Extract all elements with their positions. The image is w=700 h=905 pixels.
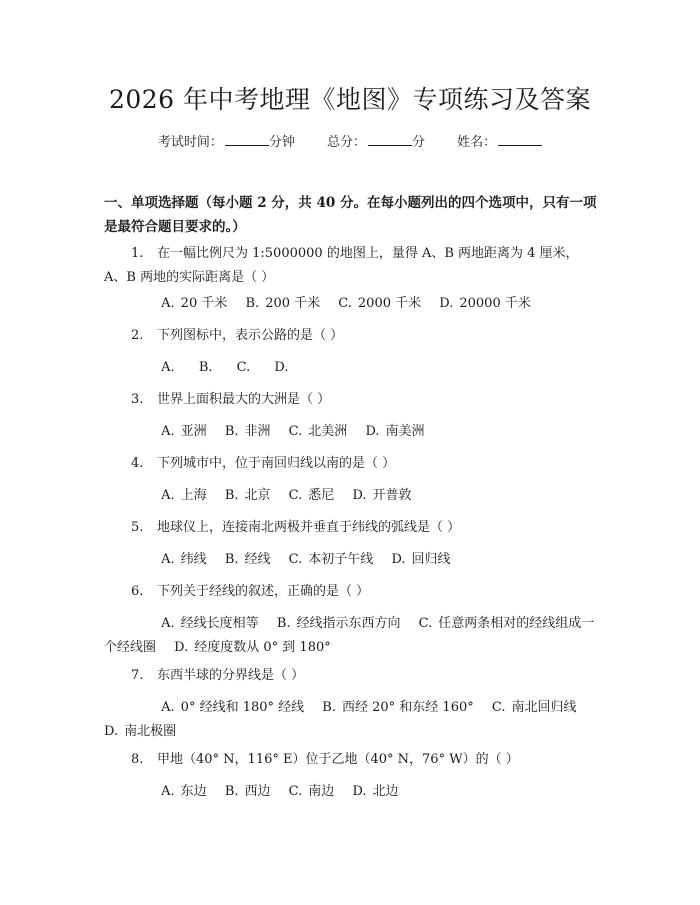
question-5 (104, 516, 600, 540)
question-7-options (104, 696, 600, 744)
question-number: 2. (131, 328, 144, 343)
question-1-options (104, 292, 600, 316)
question-text: 地球仪上，连接南北两极并垂直于纬线的弧线是（ ） (157, 520, 461, 535)
option-d[interactable]: D. 北边 (352, 784, 399, 799)
section-heading: 一、单项选择题（每小题 2 分，共 40 分。在每小题列出的四个选项中，只有一项是最符合题目要求的。） (104, 195, 597, 235)
question-number: 6. (131, 584, 144, 599)
option-a[interactable]: A. 经线长度相等 (161, 616, 259, 631)
question-2-options (104, 356, 600, 380)
question-8-options (104, 780, 600, 804)
option-d[interactable]: D. 经度度数从 0° 到 180° (174, 640, 331, 655)
option-d[interactable]: D. 回归线 (391, 552, 451, 567)
option-c[interactable]: C. 任意两条相对的经线组成一个经线圈 (104, 616, 595, 655)
total-score-blank[interactable] (368, 133, 412, 146)
page-title: 2026 年中考地理《地图》专项练习及答案 (108, 85, 592, 114)
option-a[interactable]: A. 东边 (161, 784, 207, 799)
student-name-field (457, 131, 542, 150)
question-3-options (104, 420, 600, 444)
option-d[interactable]: D. 南北极圈 (104, 724, 177, 739)
question-2 (104, 324, 600, 348)
option-b[interactable]: B. 西边 (224, 784, 271, 799)
question-number: 5. (131, 520, 144, 535)
question-1 (104, 242, 600, 290)
question-6-options (104, 612, 600, 660)
option-d[interactable]: D. 20000 千米 (439, 296, 531, 311)
question-number: 8. (131, 752, 144, 767)
option-b[interactable]: B. 西经 20° 和东经 160° (322, 700, 474, 715)
total-score-label: 总分： (326, 135, 366, 150)
question-number: 1. (131, 246, 144, 261)
option-a[interactable]: A. 上海 (161, 488, 207, 503)
question-text: 下列城市中，位于南回归线以南的是（ ） (157, 456, 396, 471)
option-c[interactable]: C. 南边 (288, 784, 335, 799)
question-3 (104, 388, 600, 412)
question-7 (104, 664, 600, 688)
question-text: 甲地（40° N，116° E）位于乙地（40° N，76° W）的（ ） (157, 752, 519, 767)
total-score-unit: 分 (412, 135, 426, 150)
exam-time-field (158, 131, 295, 150)
exam-time-unit: 分钟 (268, 135, 295, 150)
student-name-label: 姓名： (457, 135, 497, 150)
question-5-options (104, 548, 600, 572)
option-a[interactable]: A. (161, 360, 175, 375)
question-number: 3. (131, 392, 144, 407)
student-name-blank[interactable] (498, 133, 542, 146)
option-a[interactable]: A. 0° 经线和 180° 经线 (161, 700, 305, 715)
question-text: 下列关于经线的叙述，正确的是（ ） (157, 584, 370, 599)
question-text: 世界上面积最大的大洲是（ ） (157, 392, 331, 407)
question-4-options (104, 484, 600, 508)
exam-meta (0, 131, 700, 150)
question-text: 东西半球的分界线是（ ） (157, 668, 305, 683)
option-b[interactable]: B. (198, 360, 213, 375)
exam-time-blank[interactable] (225, 133, 269, 146)
option-c[interactable]: C. 悉尼 (288, 488, 335, 503)
question-8 (104, 748, 600, 772)
option-a[interactable]: A. 纬线 (161, 552, 207, 567)
question-number: 4. (131, 456, 144, 471)
option-b[interactable]: B. 经线 (224, 552, 271, 567)
question-text: 下列图标中，表示公路的是（ ） (157, 328, 344, 343)
question-6 (104, 580, 600, 604)
option-c[interactable]: C. (236, 360, 251, 375)
option-c[interactable]: C. 南北回归线 (491, 700, 577, 715)
option-c[interactable]: C. 本初子午线 (288, 552, 374, 567)
question-text: 在一幅比例尺为 1:5000000 的地图上，量得 A、B 两地距离为 4 厘米，A、B 两地的实际距离是（ ） (104, 246, 579, 285)
option-a[interactable]: A. 亚洲 (161, 424, 207, 439)
option-a[interactable]: A. 20 千米 (161, 296, 228, 311)
option-d[interactable]: D. 开普敦 (352, 488, 412, 503)
option-c[interactable]: C. 北美洲 (288, 424, 348, 439)
exam-time-label: 考试时间： (157, 135, 223, 150)
option-b[interactable]: B. 经线指示东西方向 (276, 616, 401, 631)
question-4 (104, 452, 600, 476)
option-c[interactable]: C. 2000 千米 (338, 296, 422, 311)
total-score-field (327, 131, 425, 150)
option-b[interactable]: B. 北京 (224, 488, 271, 503)
option-d[interactable]: D. (274, 360, 289, 375)
option-b[interactable]: B. 非洲 (224, 424, 271, 439)
option-b[interactable]: B. 200 千米 (245, 296, 321, 311)
question-number: 7. (131, 668, 144, 683)
option-d[interactable]: D. 南美洲 (365, 424, 425, 439)
